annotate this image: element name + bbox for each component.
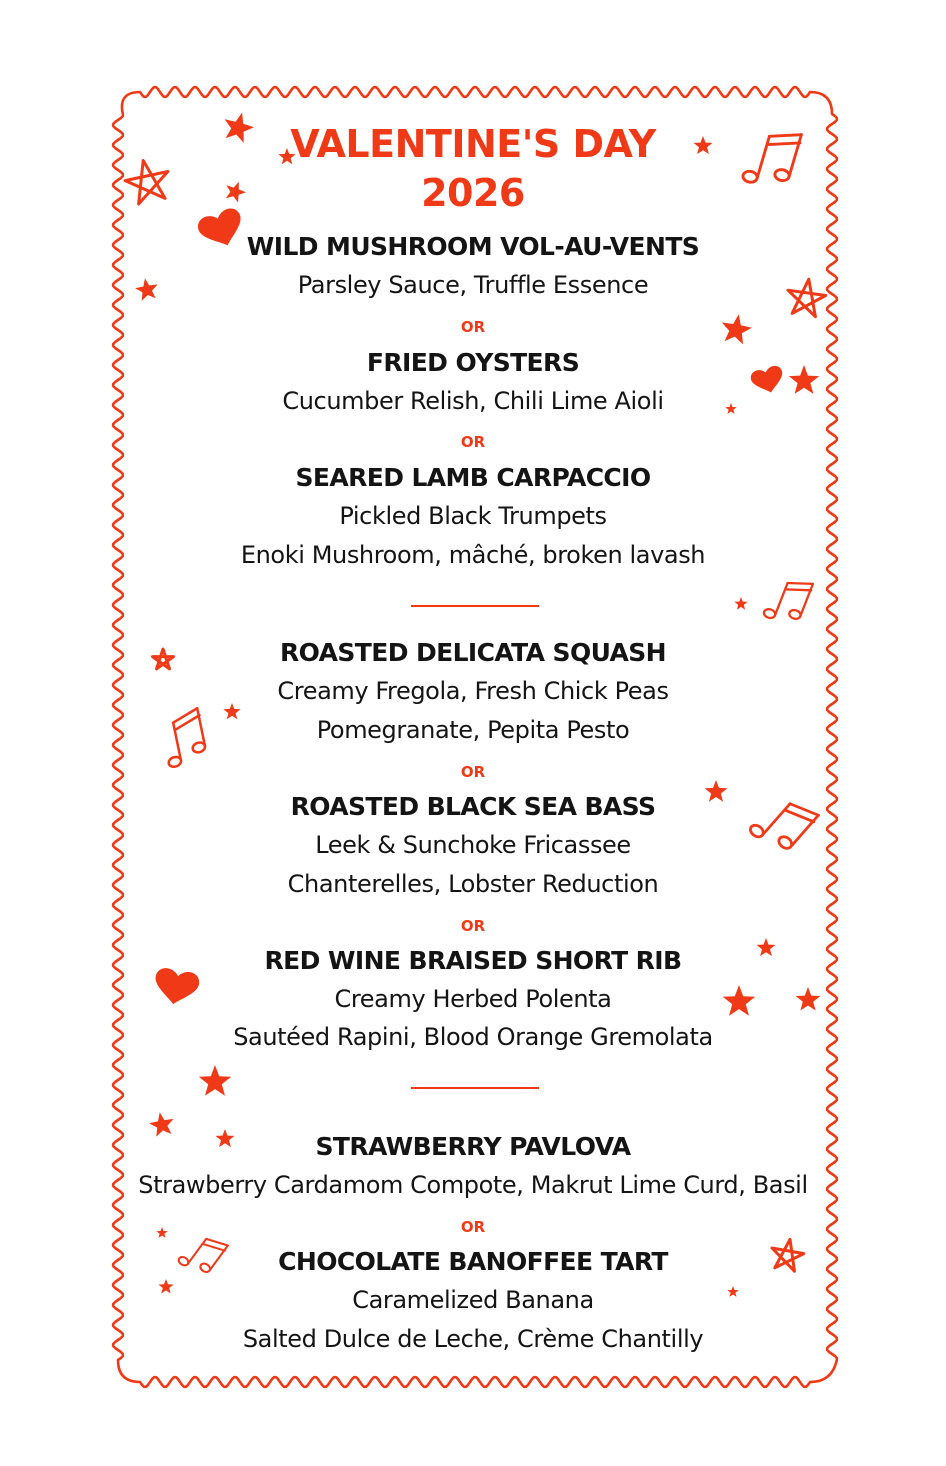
dish-description: Sautéed Rapini, Blood Orange Gremolata — [233, 1023, 713, 1051]
music-note-icon — [763, 574, 813, 627]
or-separator: OR — [460, 763, 486, 781]
dish-description: Creamy Herbed Polenta — [334, 985, 612, 1013]
dish-name: FRIED OYSTERS — [366, 348, 580, 377]
star-icon — [199, 1065, 231, 1096]
music-note-stroke — [800, 583, 813, 617]
or-separator: OR — [460, 433, 486, 451]
dish-description: Strawberry Cardamom Compote, Makrut Lime Curd, Basil — [138, 1171, 808, 1199]
music-note-stroke — [786, 584, 811, 596]
dish-name: ROASTED DELICATA SQUASH — [279, 638, 667, 667]
dish-description: Leek & Sunchoke Fricassee — [315, 831, 631, 859]
music-note-stroke — [775, 582, 788, 616]
or-separator: OR — [460, 917, 486, 935]
dish-name: SEARED LAMB CARPACCIO — [295, 463, 651, 492]
dish-description: Salted Dulce de Leche, Crème Chantilly — [242, 1325, 704, 1353]
section-divider — [411, 605, 539, 607]
dish-name: STRAWBERRY PAVLOVA — [315, 1132, 631, 1161]
dish-description: Parsley Sauce, Truffle Essence — [297, 271, 649, 299]
dish-description: Creamy Fregola, Fresh Chick Peas — [277, 677, 669, 705]
menu-year: 2026 — [421, 171, 525, 215]
dish-description: Chanterelles, Lobster Reduction — [287, 870, 659, 898]
dish-name: RED WINE BRAISED SHORT RIB — [264, 946, 682, 975]
menu-title: VALENTINE'S DAY — [290, 122, 656, 166]
dish-name: CHOCOLATE BANOFFEE TART — [278, 1247, 668, 1276]
dish-description: Cucumber Relish, Chili Lime Aioli — [282, 387, 664, 415]
dish-description: Pickled Black Trumpets — [339, 502, 607, 530]
dish-description: Enoki Mushroom, mâché, broken lavash — [240, 541, 706, 569]
or-separator: OR — [460, 1218, 486, 1236]
dish-description: Pomegranate, Pepita Pesto — [316, 716, 630, 744]
music-note-stroke — [788, 577, 813, 589]
section-divider — [411, 1087, 539, 1089]
music-note-stroke — [788, 609, 801, 620]
dish-description: Caramelized Banana — [352, 1286, 594, 1314]
or-separator: OR — [460, 318, 486, 336]
star-icon — [734, 597, 747, 610]
music-note-stroke — [763, 608, 776, 619]
dish-name: WILD MUSHROOM VOL-AU-VENTS — [246, 232, 700, 261]
dish-name: ROASTED BLACK SEA BASS — [290, 792, 656, 821]
